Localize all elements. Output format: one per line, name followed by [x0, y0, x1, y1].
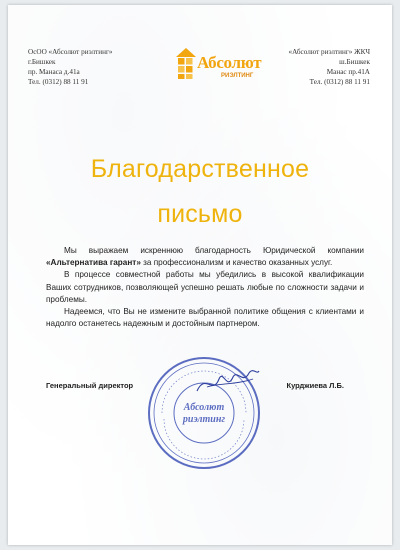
- body-paragraph-3: Надеемся, что Вы не измените выбранной политике общения с клиентами и надолго останетесь надежным и достойным партнером.: [46, 307, 364, 329]
- header-left-requisites: [28, 47, 112, 87]
- svg-text:Абсолют: Абсолют: [183, 402, 225, 413]
- letter-page: [8, 5, 392, 545]
- letter-title-line1: Благодарственное: [90, 155, 310, 183]
- body-paragraph-1: [46, 245, 364, 269]
- signer-position: Генеральный директор: [46, 381, 134, 390]
- logo-subtitle: РИЭЛТИНГ: [221, 73, 254, 79]
- logo-house-icon: [173, 45, 199, 81]
- header-right-requisites: [288, 47, 370, 87]
- logo-name: Абсолют: [197, 53, 262, 72]
- header-right-city: ш.Бишкек: [339, 58, 370, 66]
- letter-body: [46, 245, 364, 330]
- body-p1-start: Мы выражаем искреннюю благодарность Юридической компании: [64, 246, 364, 255]
- header-left-company: ОсОО «Абсолют риэлтинг»: [28, 48, 113, 56]
- letter-title-line2: письмо: [157, 200, 243, 228]
- header-right-address: Манас пр.41А: [326, 68, 370, 76]
- signer-name: Курджиева Л.Б.: [286, 381, 344, 390]
- body-p1-end: за профессионализм и качество оказанных услуг.: [140, 258, 333, 268]
- body-paragraph-2: В процессе совместной работы мы убедились в высокой квалификации Ваших сотрудников, позволяющей успешно решать любые по сложности задачи и проблемы.: [46, 270, 364, 304]
- header-right-company: «Абсолют риэлтинг» ЖКЧ: [288, 48, 370, 56]
- client-company-name: «Альтернатива гарант»: [46, 258, 141, 268]
- header-left-city: г.Бишкек: [28, 58, 56, 66]
- svg-text:риэлтинг: риэлтинг: [182, 414, 226, 425]
- company-logo: [173, 45, 273, 87]
- header-right-phone: Тел. (0312) 88 11 91: [309, 78, 370, 86]
- signature-scribble: [193, 365, 263, 399]
- header-left-phone: Тел. (0312) 88 11 91: [28, 78, 89, 86]
- header-left-address: пр. Манаса д.41а: [28, 68, 80, 76]
